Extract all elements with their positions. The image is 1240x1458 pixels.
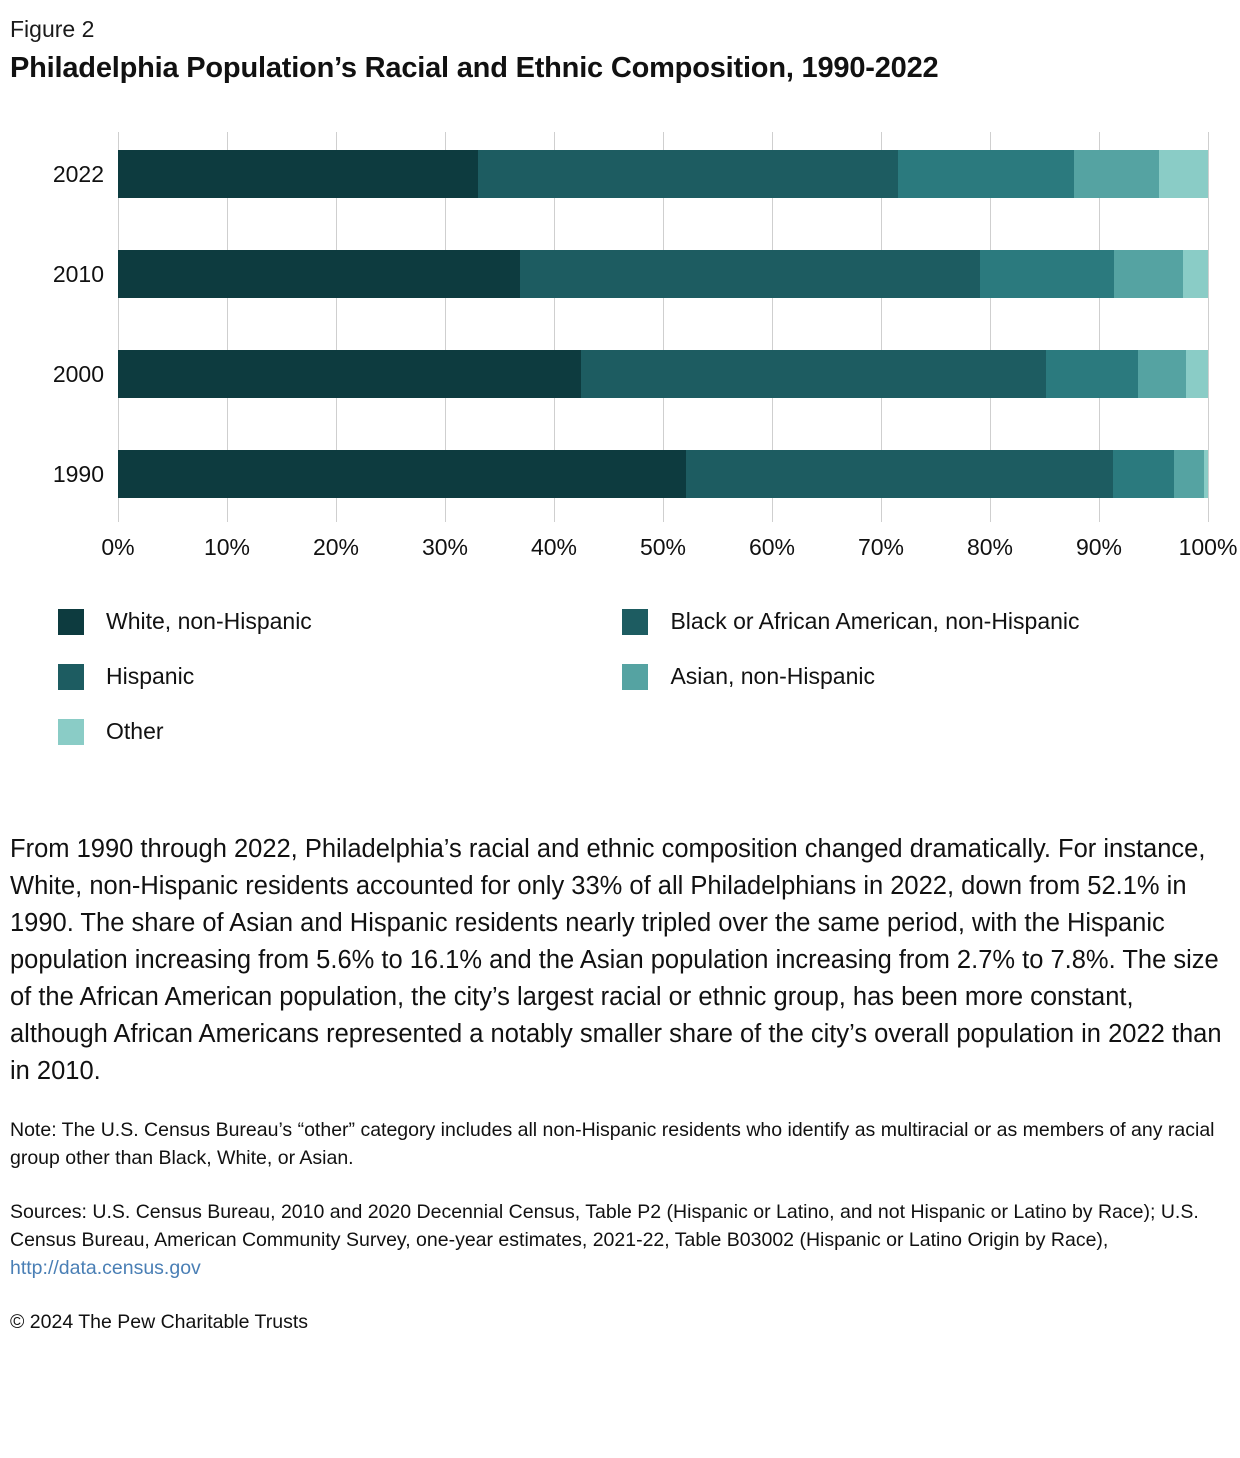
chart-bar-segment [478,150,899,198]
chart-sources [10,1198,1230,1282]
y-axis-tick-label: 2010 [52,261,104,287]
chart-bar-segment [118,250,520,298]
chart-bar-segment [1138,350,1186,398]
legend-item [574,649,1134,704]
legend-swatch-icon [58,664,84,690]
x-axis-tick-label: 30% [421,534,469,560]
legend-column-right [574,594,1134,704]
copyright-notice: © 2024 The Pew Charitable Trusts [10,1311,308,1333]
legend-swatch-icon [622,609,648,635]
sources-link[interactable]: http://data.census.gov [10,1257,201,1279]
x-axis-tick-label: 70% [857,534,905,560]
legend-label: Asian, non-Hispanic [670,663,876,689]
chart-bar-segment [1113,450,1174,498]
chart-bar-segment [1204,450,1208,498]
chart-bar-segment [686,450,1113,498]
chart-note: Note: The U.S. Census Bureau’s “other” category includes all non-Hispanic residents who identify as multiracial or as members of any racial group other than Black, White, or Asian. [10,1119,1215,1169]
chart-bar-segment [118,450,686,498]
body-paragraph: From 1990 through 2022, Philadelphia’s racial and ethnic composition changed dramatically. For instance, White, non-Hispanic residents accounted for only 33% of all Philadelphians in 2022, down from 52.1% in 1990. The share of Asian and Hispanic residents nearly tripled over the same period, with the Hispanic population increasing from 5.6% to 16.1% and the Asian population increasing from 2.7% to 7.8%. The size of the African American population, the city’s largest racial or ethnic group, has been more constant, although African Americans represented a notably smaller share of the city’s overall population in 2022 than in 2010. [10,835,1222,1085]
figure-label: Figure 2 [10,16,95,42]
x-axis-tick-label: 10% [203,534,251,560]
chart-bar-segment [1186,350,1208,398]
legend-item [10,594,570,649]
x-axis-tick-label: 100% [1178,534,1238,560]
chart-x-axis [101,522,1238,562]
x-axis-tick-label: 60% [748,534,796,560]
x-axis-tick-label: 50% [639,534,687,560]
chart-plot-area [52,132,1208,522]
legend-label: Hispanic [106,663,195,689]
y-axis-tick-label: 2022 [52,161,104,187]
chart-bar-segment [118,150,478,198]
legend-item [574,594,1134,649]
legend-item [10,649,570,704]
chart-bar-segment [1114,250,1183,298]
chart-bar-segment [898,150,1073,198]
chart-bar-row [52,350,1208,398]
chart-bar-row [52,250,1208,298]
sources-text: Sources: U.S. Census Bureau, 2010 and 2020 Decennial Census, Table P2 (Hispanic or Latino, and not Hispanic or Latino by Race); U.S. Census Bureau, American Community Survey, one-year estimates, 2021-22, Table B03002 (Hispanic or Latino Origin by Race), [10,1201,1199,1251]
chart-container [8,104,1238,560]
legend-label: Black or African American, non-Hispanic [670,608,1080,634]
x-axis-tick-label: 90% [1075,534,1123,560]
chart-bars [52,132,1208,522]
x-axis-tick-label: 40% [530,534,578,560]
chart-bar-row [52,450,1208,498]
legend-swatch-icon [622,664,648,690]
legend-swatch-icon [58,609,84,635]
chart-bar-segment [1046,350,1139,398]
legend-swatch-icon [58,719,84,745]
chart-bar-segment [118,350,581,398]
legend-item [10,704,570,759]
legend-label: White, non-Hispanic [106,608,312,634]
chart-bar-segment [581,350,1045,398]
chart-bar-row [52,150,1208,198]
x-axis-tick-label: 20% [312,534,360,560]
chart-bar-segment [1174,450,1203,498]
page-title: Philadelphia Population’s Racial and Ethnic Composition, 1990-2022 [10,52,939,84]
gridline [1208,132,1209,522]
chart-bar-segment [1183,250,1208,298]
x-axis-tick-label: 80% [966,534,1014,560]
chart-bar-segment [520,250,980,298]
chart-bar-segment [1074,150,1159,198]
chart-bar-segment [980,250,1114,298]
y-axis-tick-label: 2000 [52,361,104,387]
chart-legend [10,594,1210,759]
y-axis-tick-label: 1990 [52,461,104,487]
legend-column-left [10,594,570,759]
x-axis-tick-label: 0% [101,534,135,560]
legend-label: Other [106,718,164,744]
chart-bar-segment [1159,150,1208,198]
